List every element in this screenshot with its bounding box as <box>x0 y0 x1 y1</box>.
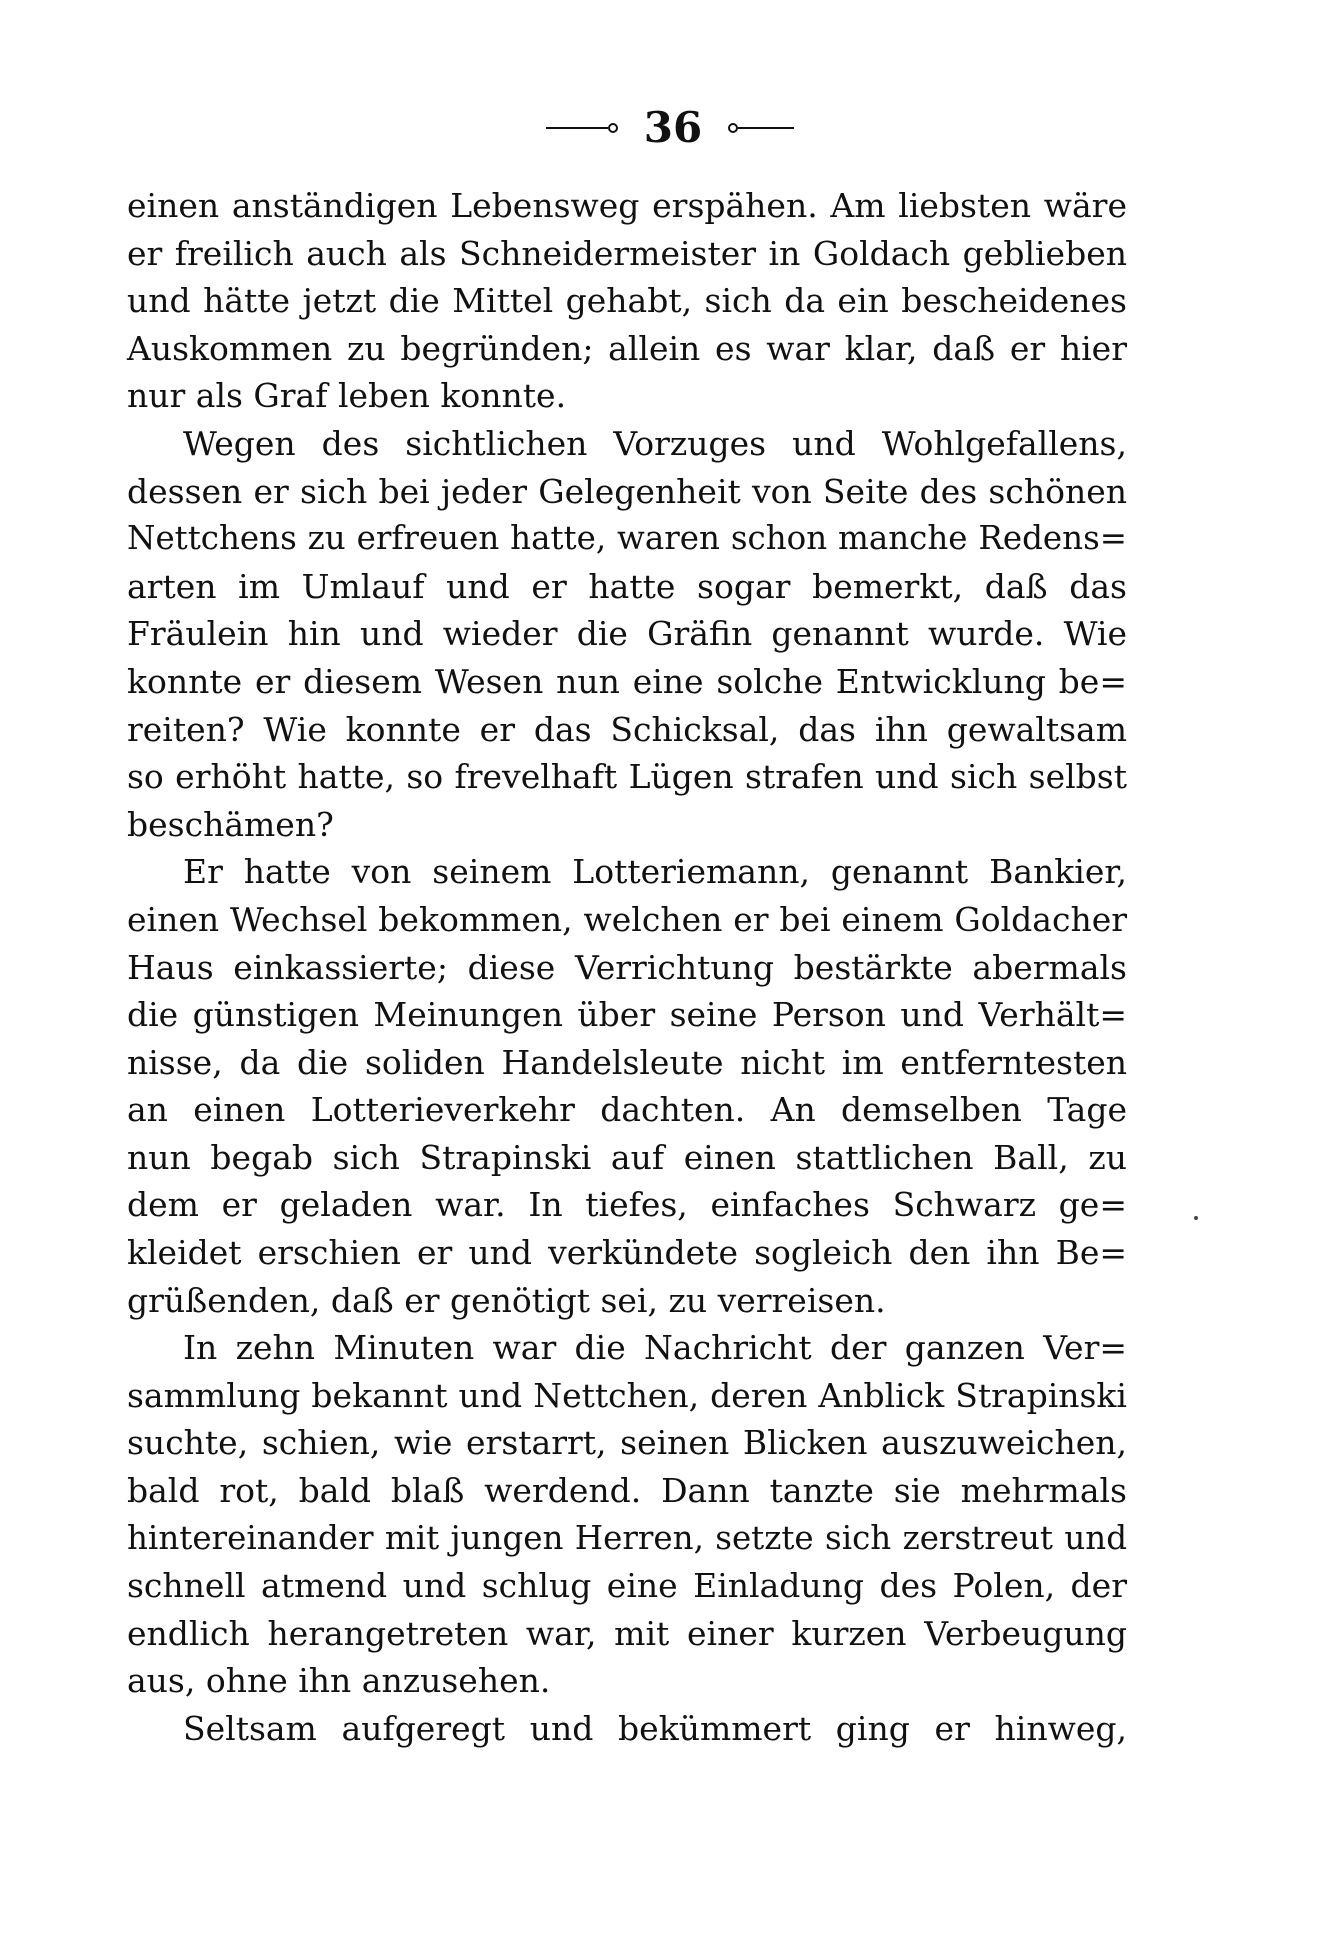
page-header <box>0 98 1340 158</box>
text-line: aus, ohne ihn anzusehen. <box>127 1661 551 1701</box>
text-line: suchte, schien, wie erstarrt, seinen Blicken auszuweichen, <box>127 1423 1127 1463</box>
page-number: 36 <box>643 103 703 152</box>
text-line: arten im Umlauf und er hatte sogar bemerkt, daß das <box>127 566 1127 606</box>
text-line: und hätte jetzt die Mittel gehabt, sich da ein bescheidenes <box>127 281 1127 321</box>
text-line: so erhöht hatte, so frevelhaft Lügen strafen und sich selbst <box>127 757 1127 797</box>
paragraph-first-line: Seltsam aufgeregt und bekümmert ging er hinweg, <box>183 1709 1127 1748</box>
paragraph-first-line: Wegen des sichtlichen Vorzuges und Wohlgefallens, <box>183 423 1127 463</box>
text-line: beschämen? <box>127 804 334 844</box>
text-line: an einen Lotterieverkehr dachten. An demselben Tage <box>127 1090 1127 1130</box>
text-line: Haus einkassierte; diese Verrichtung bestärkte abermals <box>127 947 1127 987</box>
text-line: Auskommen zu begründen; allein es war klar, daß er hier <box>127 328 1127 368</box>
right-ornament-rule <box>728 123 794 133</box>
text-line: nun begab sich Strapinski auf einen stattlichen Ball, zu <box>127 1137 1127 1177</box>
text-line: konnte er diesem Wesen nun eine solche Entwicklung be= <box>127 661 1127 701</box>
print-speck <box>1194 1216 1198 1220</box>
text-line: einen Wechsel bekommen, welchen er bei einem Goldacher <box>127 899 1127 939</box>
paragraph-first-line: In zehn Minuten war die Nachricht der ganzen Ver= <box>183 1328 1127 1368</box>
text-line: Nettchens zu erfreuen hatte, waren schon manche Redens= <box>127 519 1127 558</box>
body-text <box>127 182 1127 1753</box>
text-line: nur als Graf leben konnte. <box>127 376 567 416</box>
text-line: schnell atmend und schlug eine Einladung des Polen, der <box>127 1566 1127 1606</box>
text-line: nisse, da die soliden Handelsleute nicht im entferntesten <box>127 1042 1127 1082</box>
rule-line <box>546 127 608 129</box>
text-line: die günstigen Meinungen über seine Person und Verhält= <box>127 995 1127 1035</box>
text-line: dessen er sich bei jeder Gelegenheit von Seite des schönen <box>127 471 1127 511</box>
text-line: einen anständigen Lebensweg erspähen. Am liebsten wäre <box>127 186 1127 225</box>
text-line: grüßenden, daß er genötigt sei, zu verreisen. <box>127 1280 886 1320</box>
text-line: dem er geladen war. In tiefes, einfaches Schwarz ge= <box>127 1185 1127 1225</box>
rule-line <box>738 127 794 129</box>
rule-dot <box>728 123 738 133</box>
text-line: sammlung bekannt und Nettchen, deren Anblick Strapinski <box>127 1375 1127 1415</box>
text-line: kleidet erschien er und verkündete sogleich den ihn Be= <box>127 1233 1127 1273</box>
text-line: er freilich auch als Schneidermeister in Goldach geblieben <box>127 233 1127 273</box>
text-line: endlich herangetreten war, mit einer kurzen Verbeugung <box>127 1613 1127 1653</box>
text-line: bald rot, bald blaß werdend. Dann tanzte sie mehrmals <box>127 1471 1127 1511</box>
text-line: reiten? Wie konnte er das Schicksal, das ihn gewaltsam <box>127 709 1127 749</box>
text-line: Fräulein hin und wieder die Gräfin genannt wurde. Wie <box>127 614 1127 654</box>
left-ornament-rule <box>546 123 618 133</box>
text-line: hintereinander mit jungen Herren, setzte sich zerstreut und <box>127 1518 1127 1557</box>
rule-dot <box>608 123 618 133</box>
paragraph-first-line: Er hatte von seinem Lotteriemann, genannt Bankier, <box>183 852 1127 892</box>
